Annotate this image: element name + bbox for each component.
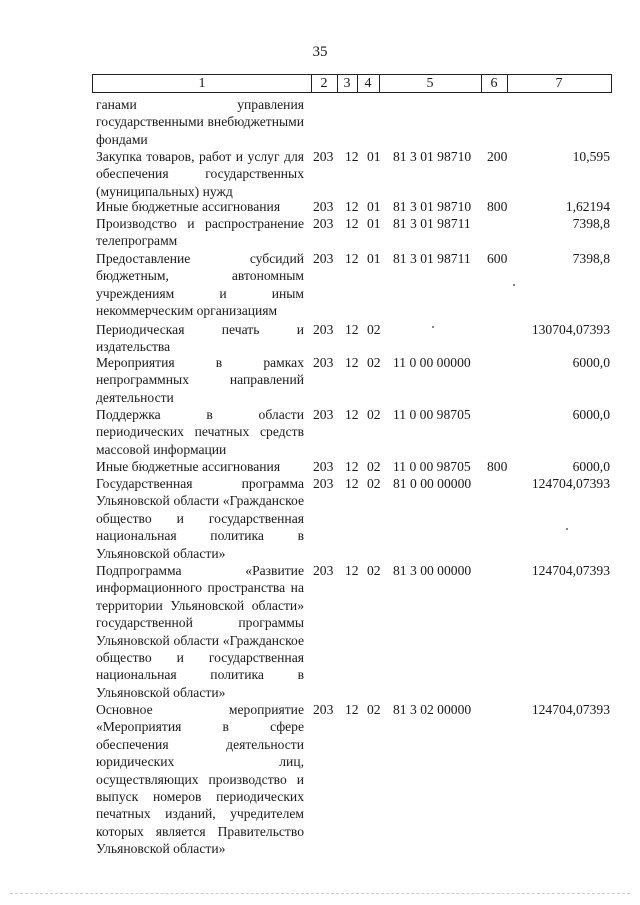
row-col-7: 7398,8 [572,216,610,231]
row-col-2: 203 [313,407,334,422]
row-col-6: 800 [487,459,508,474]
row-col-3: 12 [345,149,359,164]
row-col-5: 11 0 00 00000 [393,355,471,370]
row-col-4: 02 [367,459,381,474]
row-col-2: 203 [313,702,334,717]
row-name: Предоставление субсидий бюджетным, автономным учреждениям и иным некоммерческим организациям [96,251,304,319]
page-number: 35 [312,44,328,60]
header-col-6: 6 [490,76,498,91]
row-name: Закупка товаров, работ и услуг для обеспечения государственных (муниципальных) нужд [96,149,304,199]
row-col-7: 130704,07393 [531,322,610,337]
row-col-2: 203 [313,322,334,337]
row-name: Основное мероприятие «Мероприятия в сфере обеспечения деятельности юридических лиц, осуществляющих производство и выпуск номеров периодических печатных изданий, учредителем которых является Правительство Ульяновской области» [96,702,304,857]
row-col-3: 12 [345,476,359,491]
header-col-3: 3 [343,76,351,91]
row-col-4: 02 [367,322,381,337]
table-header [92,74,612,93]
row-col-4: 02 [367,355,381,370]
row-col-3: 12 [345,251,359,266]
row-col-7: 7398,8 [572,251,610,266]
row-col-6: 200 [487,149,508,164]
scan-speck [513,284,515,286]
row-col-2: 203 [313,216,334,231]
scan-edge-line [10,893,630,894]
row-col-3: 12 [345,459,359,474]
header-col-1: 1 [198,76,206,91]
header-col-4: 4 [364,76,372,91]
row-col-7: 124704,07393 [531,563,610,578]
row-col-7: 1,62194 [565,199,610,214]
header-col-2: 2 [320,76,328,91]
scan-speck [432,326,434,328]
row-col-4: 01 [367,251,381,266]
row-col-2: 203 [313,563,334,578]
row-col-3: 12 [345,216,359,231]
row-col-4: 01 [367,149,381,164]
row-col-6: 800 [487,199,508,214]
row-name: Иные бюджетные ассигнования [96,199,281,214]
row-name: ганами управления государственными внебюджетными фондами [96,97,304,147]
row-name: Периодическая печать и издательства [96,322,304,355]
row-col-7: 6000,0 [572,407,610,422]
row-name: Поддержка в области периодических печатных средств массовой информации [96,407,304,457]
row-col-5: 81 0 00 00000 [393,476,472,491]
row-col-5: 81 3 01 98711 [393,216,471,231]
row-col-7: 124704,07393 [531,476,610,491]
row-col-5: 81 3 02 00000 [393,702,472,717]
row-col-5: 81 3 01 98710 [393,149,472,164]
row-col-3: 12 [345,199,359,214]
row-col-4: 02 [367,563,381,578]
row-col-6: 600 [487,251,508,266]
row-col-4: 02 [367,407,381,422]
header-col-7: 7 [555,76,563,91]
row-col-7: 124704,07393 [531,702,610,717]
row-col-2: 203 [313,476,334,491]
row-col-5: 81 3 01 98710 [393,199,472,214]
row-col-7: 6000,0 [572,355,610,370]
row-col-4: 01 [367,216,381,231]
row-col-7: 6000,0 [572,459,610,474]
row-name: Подпрограмма «Развитие информационного пространства на территории Ульяновской области» государственной программы Ульяновской области «Гражданское общество и государственная национальная политика в Ульяновской области» [96,563,304,700]
row-col-4: 01 [367,199,381,214]
row-col-5: 11 0 00 98705 [393,407,471,422]
row-name: Государственная программа Ульяновской области «Гражданское общество и государственная национальная политика в Ульяновской области» [96,476,304,561]
header-col-5: 5 [426,76,434,91]
row-col-5: 81 3 00 00000 [393,563,472,578]
row-col-3: 12 [345,355,359,370]
row-col-3: 12 [345,407,359,422]
row-name: Иные бюджетные ассигнования [96,459,281,474]
row-col-2: 203 [313,199,334,214]
row-col-2: 203 [313,355,334,370]
row-col-3: 12 [345,563,359,578]
row-col-4: 02 [367,702,381,717]
row-col-2: 203 [313,251,334,266]
row-col-2: 203 [313,149,334,164]
row-col-5: 81 3 01 98711 [393,251,471,266]
row-col-5: 11 0 00 98705 [393,459,471,474]
row-col-3: 12 [345,702,359,717]
row-col-7: 10,595 [572,149,610,164]
row-name: Мероприятия в рамках непрограммных направлений деятельности [96,355,304,405]
row-col-4: 02 [367,476,381,491]
row-col-2: 203 [313,459,334,474]
row-col-3: 12 [345,322,359,337]
row-name: Производство и распространение телепрограмм [96,216,304,249]
scan-speck [566,528,568,530]
